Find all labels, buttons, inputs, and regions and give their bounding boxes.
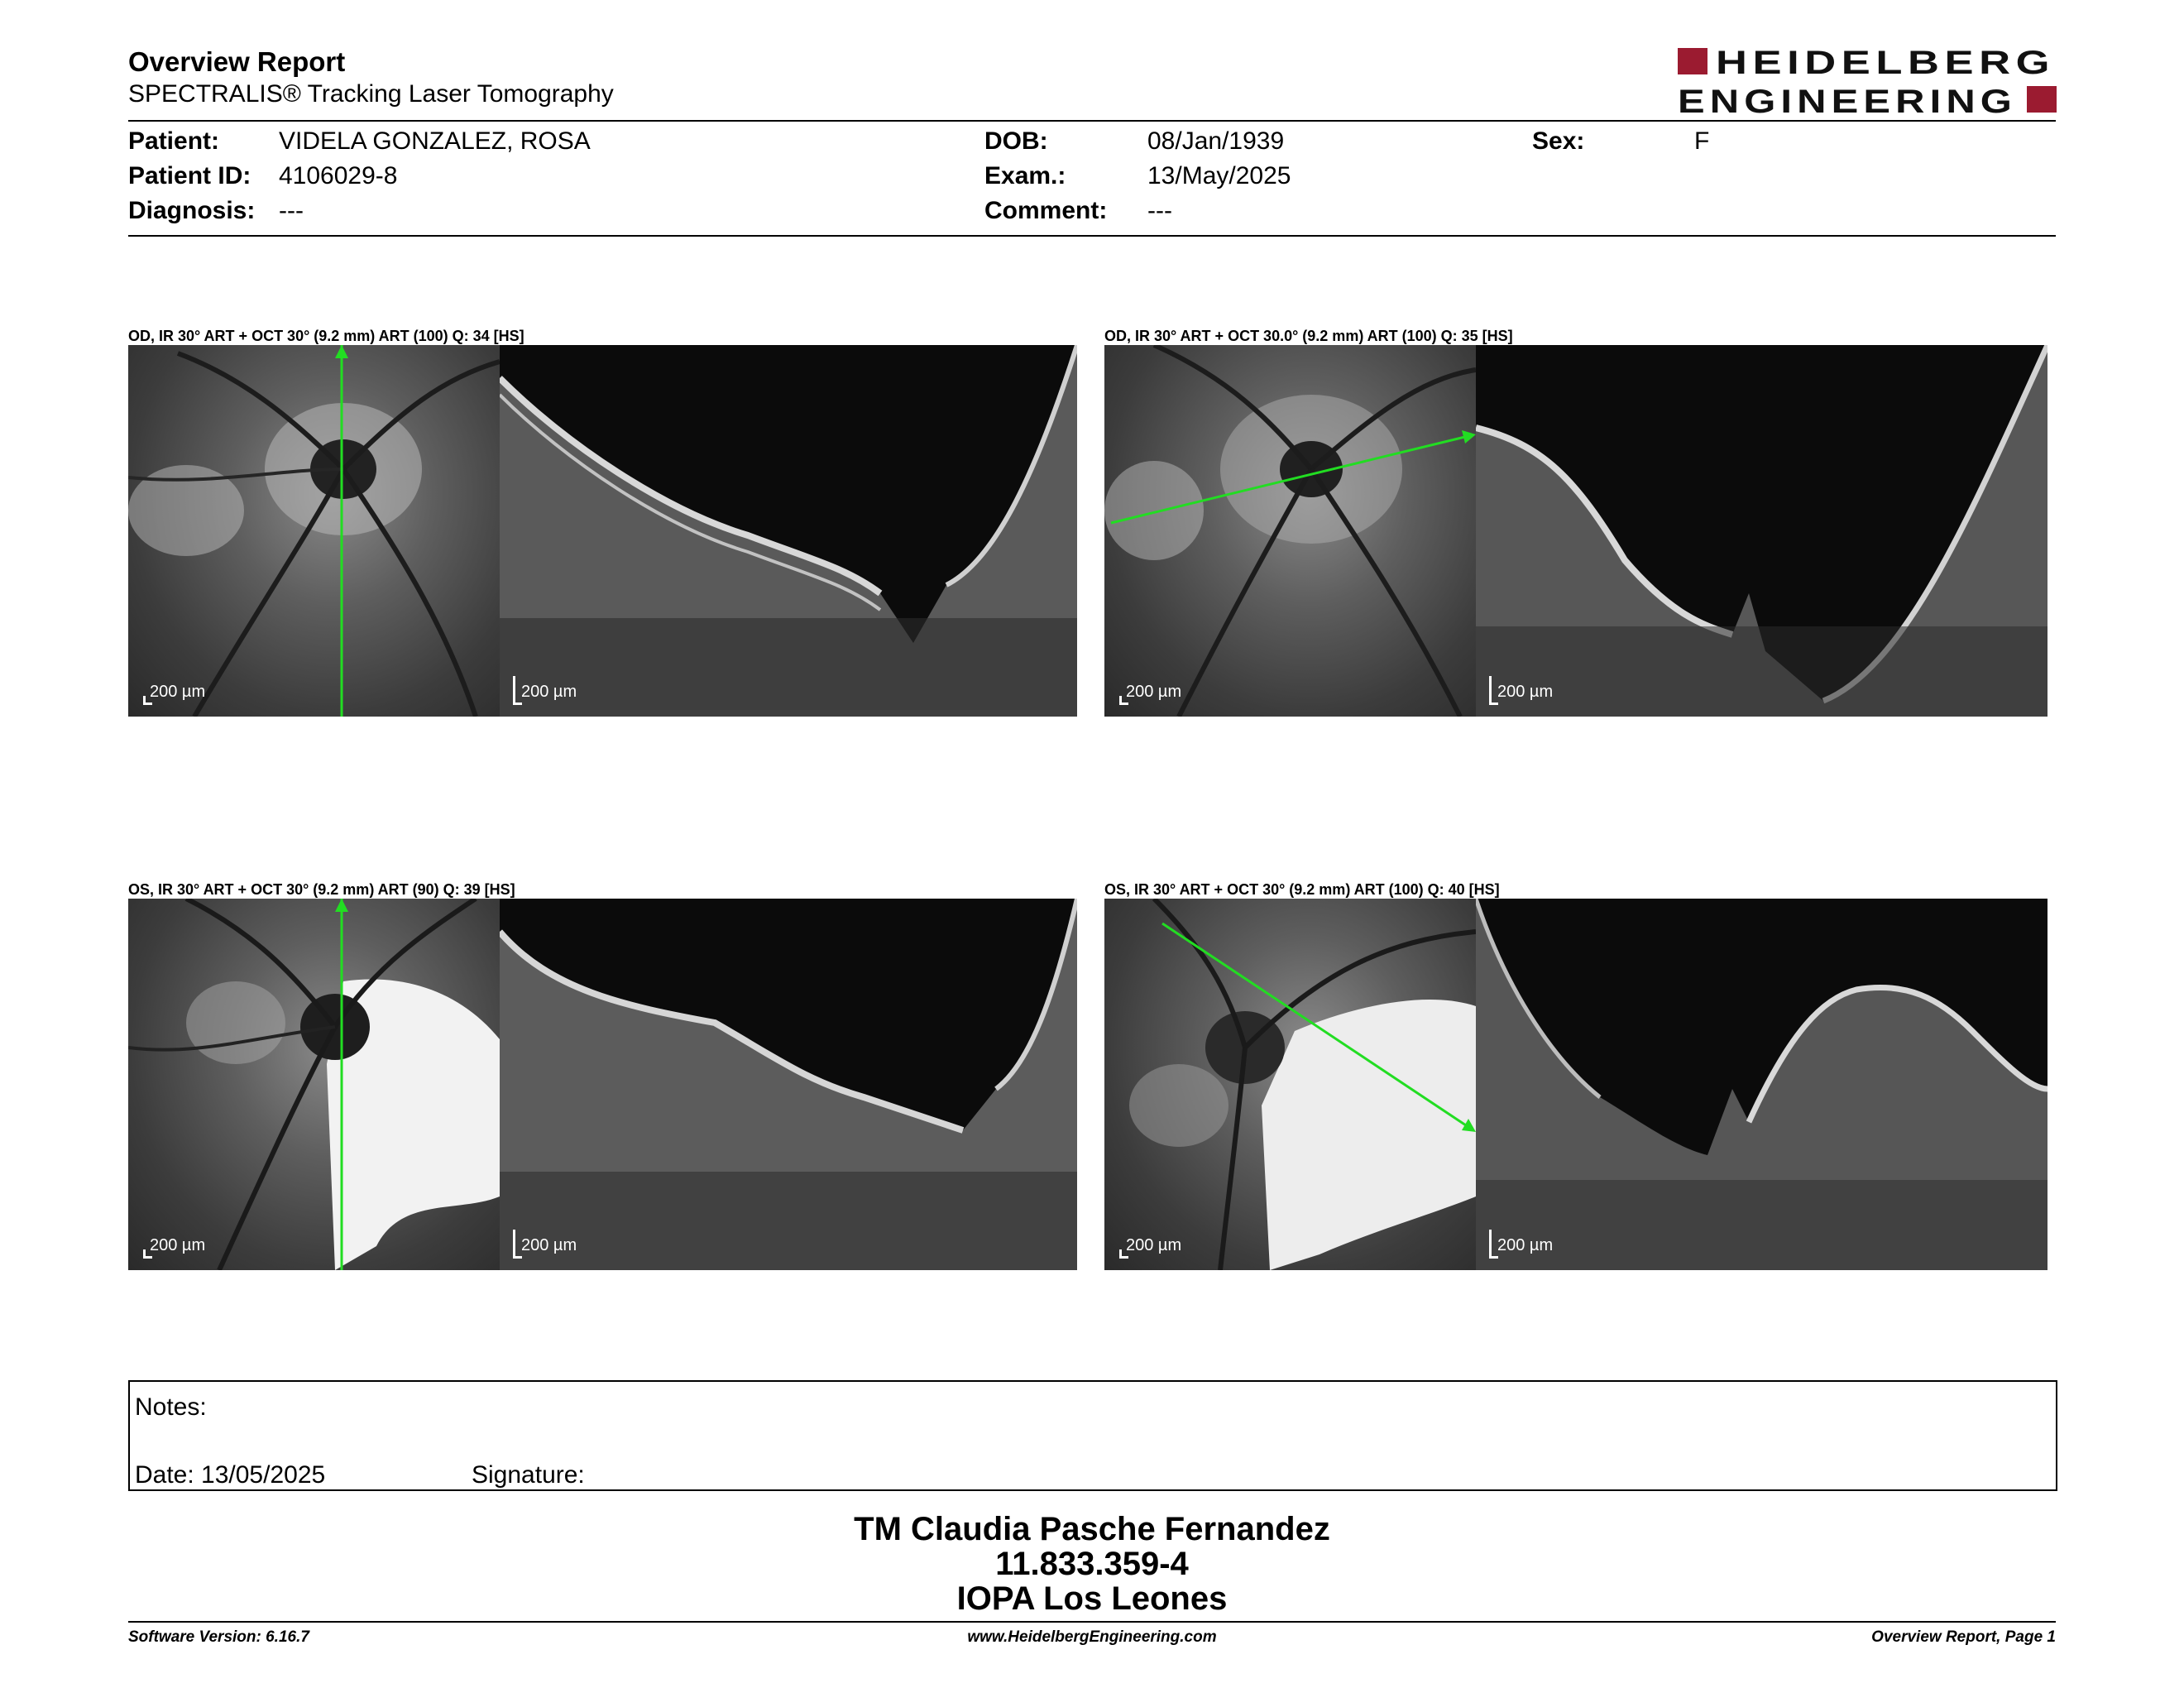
- patient-label: Patient:: [128, 127, 220, 155]
- slo-scale-label-4: 200 µm: [1126, 1236, 1182, 1254]
- patient-id-label: Patient ID:: [128, 162, 251, 189]
- signoff-name: TM Claudia Pasche Fernandez: [854, 1511, 1330, 1547]
- header-rule: [128, 120, 2056, 122]
- scan-caption-2: OD, IR 30° ART + OCT 30.0° (9.2 mm) ART (100) Q: 35 [HS]: [1104, 328, 1513, 344]
- oct-bscan-image-4: [1476, 899, 2048, 1270]
- notes-date: Date: 13/05/2025: [135, 1461, 326, 1489]
- oct-scale-label-3: 200 µm: [521, 1236, 577, 1254]
- notes-signature: Signature:: [472, 1461, 585, 1489]
- exam-label: Exam.:: [984, 162, 1066, 189]
- slo-fundus-image-1: [128, 345, 500, 717]
- exam-value: 13/May/2025: [1147, 162, 1291, 189]
- diagnosis-label: Diagnosis:: [128, 197, 256, 224]
- dob-label: DOB:: [984, 127, 1048, 155]
- oct-bscan-image-2: [1476, 345, 2048, 717]
- notes-label: Notes:: [135, 1393, 207, 1421]
- signoff-institution: IOPA Los Leones: [956, 1580, 1228, 1617]
- comment-label: Comment:: [984, 197, 1108, 224]
- report-subtitle: SPECTRALIS® Tracking Laser Tomography: [128, 80, 614, 108]
- slo-fundus-image-3: [128, 899, 500, 1270]
- signoff-id: 11.833.359-4: [995, 1546, 1189, 1582]
- footer-website-link[interactable]: www.HeidelbergEngineering.com: [967, 1628, 1217, 1646]
- scan-caption-1: OD, IR 30° ART + OCT 30° (9.2 mm) ART (100) Q: 34 [HS]: [128, 328, 524, 344]
- slo-fundus-image-2: [1104, 345, 1476, 717]
- sex-label: Sex:: [1532, 127, 1585, 155]
- oct-scale-label-2: 200 µm: [1497, 683, 1554, 701]
- diagnosis-value: ---: [279, 197, 304, 224]
- footer-software-version: Software Version: 6.16.7: [128, 1628, 309, 1646]
- footer-rule: [128, 1621, 2056, 1623]
- logo-line2: ENGINEERING: [1678, 84, 2017, 119]
- report-title: Overview Report: [128, 46, 346, 77]
- scan-caption-3: OS, IR 30° ART + OCT 30° (9.2 mm) ART (90) Q: 39 [HS]: [128, 881, 515, 898]
- patient-name: VIDELA GONZALEZ, ROSA: [279, 127, 591, 155]
- patient-info-rule: [128, 235, 2056, 237]
- patient-id: 4106029-8: [279, 162, 398, 189]
- logo-line1: HEIDELBERG: [1716, 45, 2055, 81]
- oct-bscan-image-1: [500, 345, 1077, 717]
- dob-value: 08/Jan/1939: [1147, 127, 1285, 155]
- slo-scale-label-3: 200 µm: [150, 1236, 206, 1254]
- logo-square-bottom: [2027, 86, 2057, 113]
- scan-caption-4: OS, IR 30° ART + OCT 30° (9.2 mm) ART (100) Q: 40 [HS]: [1104, 881, 1500, 898]
- slo-scale-label-2: 200 µm: [1126, 683, 1182, 701]
- heidelberg-engineering-logo: [1678, 43, 2057, 119]
- sex-value: F: [1694, 127, 1710, 155]
- notes-box: [128, 1380, 2057, 1491]
- footer-page-number: Overview Report, Page 1: [1871, 1628, 2056, 1646]
- oct-scale-label-4: 200 µm: [1497, 1236, 1554, 1254]
- oct-bscan-image-3: [500, 899, 1077, 1270]
- oct-scale-label-1: 200 µm: [521, 683, 577, 701]
- logo-square-top: [1678, 48, 1707, 74]
- slo-scale-label-1: 200 µm: [150, 683, 206, 701]
- slo-fundus-image-4: [1104, 899, 1476, 1270]
- comment-value: ---: [1147, 197, 1172, 224]
